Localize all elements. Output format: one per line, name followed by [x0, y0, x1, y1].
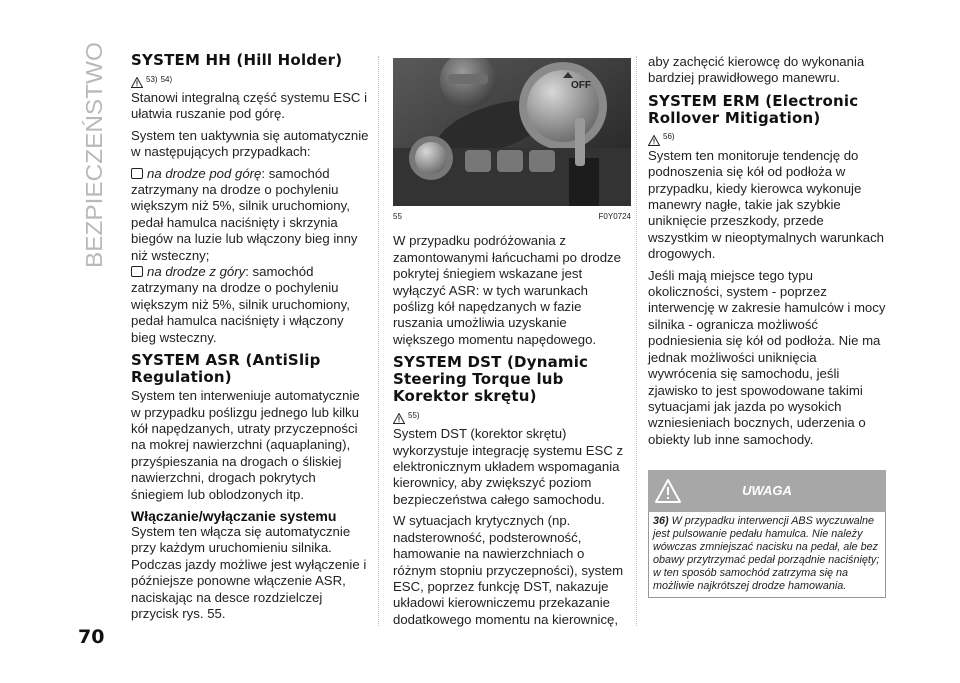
button-off-label: OFF [571, 80, 591, 91]
checkbox-bullet-icon [131, 266, 143, 277]
ref-label: 56) [663, 132, 675, 142]
figure-caption [393, 209, 631, 225]
dst-refs [393, 406, 631, 424]
note-number: 36) [653, 515, 669, 528]
list-item [131, 166, 369, 264]
hh-refs [131, 70, 369, 88]
figure-asr-button-photo [393, 58, 631, 206]
section-label [82, 40, 108, 270]
checkbox-bullet-icon [131, 168, 143, 179]
list-item-text: : samochód zatrzymany na drodze o pochyleniu większym niż 5%, silnik uruchomiony, pedał hamulca naciśnięty i skrzynia biegów na luzie lub włączony bieg inny niż wsteczny; [131, 165, 358, 263]
column-2 [393, 58, 631, 633]
list-item [131, 264, 369, 346]
ref-label: 54) [160, 74, 173, 84]
column-divider [636, 56, 637, 626]
paragraph: System ten uaktywnia się automatycznie w następujących przypadkach: [131, 127, 369, 160]
note-title: UWAGA [742, 482, 792, 498]
paragraph: System DST (korektor skrętu) wykorzystuje integrację systemu ESC z elektronicznym układem wspomagania kierownicy, aby zwiększyć poziom bezpieczeństwa całego samochodu. [393, 426, 624, 507]
hh-heading: SYSTEM HH (Hill Holder) [131, 51, 343, 69]
paragraph: Stanowi integralną część systemu ESC i ułatwia ruszanie pod górę. [131, 90, 368, 122]
note-header [648, 470, 886, 512]
note-body [648, 512, 886, 598]
column-divider [378, 56, 379, 626]
paragraph: aby zachęcić kierowcę do wykonania bardziej prawidłowego manewru. [648, 54, 865, 86]
paragraph: Jeśli mają miejsce tego typu okoliczności, system - poprzez interwencję w zakresie hamulców i mocy silnika - ogranicza możliwość podniesienia się kół od podłoża. Nie ma jednak możliwości uniknięcia wywrócenia się samochodu, jeśli zjawisko to jest spowodowane takimi sytuacjami jak jazda po wysokich wzniesieniach bocznych, uderzenia o obiekty lub inne samochody. [648, 267, 886, 447]
warning-icon [131, 77, 143, 88]
ref-label: 55) [408, 410, 420, 420]
warning-icon [393, 413, 405, 424]
erm-heading: SYSTEM ERM (Electronic Rollover Mitigation) [648, 91, 859, 127]
list-item-lead: na drodze z góry [147, 264, 246, 280]
figure-code: F0Y0724 [598, 212, 631, 221]
section-label-text: BEZPIECZEŃSTWO [82, 54, 107, 268]
list-item-lead: na drodze pod górę [147, 165, 262, 181]
asr-subheading: Włączanie/wyłączanie systemu [131, 507, 337, 524]
warning-triangle-icon [654, 478, 682, 504]
erm-refs [648, 128, 886, 146]
warning-icon [648, 135, 660, 146]
dst-heading: SYSTEM DST (Dynamic Steering Torque lub Korektor skrętu) [393, 353, 589, 406]
column-3 [648, 54, 886, 598]
column-1 [131, 52, 369, 627]
page-number: 70 [78, 626, 105, 648]
ref-label: 53) [146, 74, 158, 84]
list-item-text: : samochód zatrzymany na drodze o pochyleniu większym niż 5%, silnik uruchomiony, pedał hamulca naciśnięty i włączony bieg wsteczny. [131, 264, 350, 345]
asr-heading: SYSTEM ASR (AntiSlip Regulation) [131, 351, 321, 387]
paragraph: W przypadku podróżowania z zamontowanymi łańcuchami po drodze pokrytej śniegiem wskazane jest wyłączyć ASR: w tych warunkach poślizg kół napędzanych w fazie ruszania umożliwia uzyskanie większego momentu napędowego. [393, 233, 621, 347]
paragraph: W sytuacjach krytycznych (np. nadsterowność, podsterowność, hamowanie na nawierzchniach o różnym stopniu przyczepności), system ESC, poprzez funkcję DST, nakazuje układowi kierowniczemu przekazanie dodatkowego momentu na kierownicę, [393, 513, 624, 627]
paragraph: System ten monitoruje tendencję do podnoszenia się kół od podłoża w przypadku, kiedy kierowca wykonuje manewry nagłe, takie jak szybkie uniknięcie przeszkody, przede wszystkim w nieoptymalnych warunkach drogowych. [648, 147, 884, 262]
dashboard-buttons-illustration [393, 58, 631, 206]
note-text: W przypadku interwencji ABS wyczuwalne jest pulsowanie pedału hamulca. Nie należy wówczas zmniejszać nacisku na pedał, ale bez obawy przytrzymać pedał porządnie naciśnięty; w ten sposób samochód zatrzyma się na możliwie najkrótszej drodze hamowania. [653, 515, 880, 593]
paragraph: System ten interweniuje automatycznie w przypadku poślizgu jednego lub kilku kół napędzanych, utraty przyczepności na mokrej nawierzchni (aquaplaning), przyśpieszania na drogach o śliskiej nawierzchni, drogach pokrytych śniegiem lub oblodzonych itp. [131, 388, 360, 502]
figure-number: 55 [393, 212, 402, 221]
paragraph: System ten włącza się automatycznie przy każdym uruchomieniu silnika. Podczas jazdy możliwe jest wyłączenie i późniejsze ponowne włączenie ASR, naciskając na desce rozdzielczej przycisk rys. 55. [131, 523, 367, 621]
